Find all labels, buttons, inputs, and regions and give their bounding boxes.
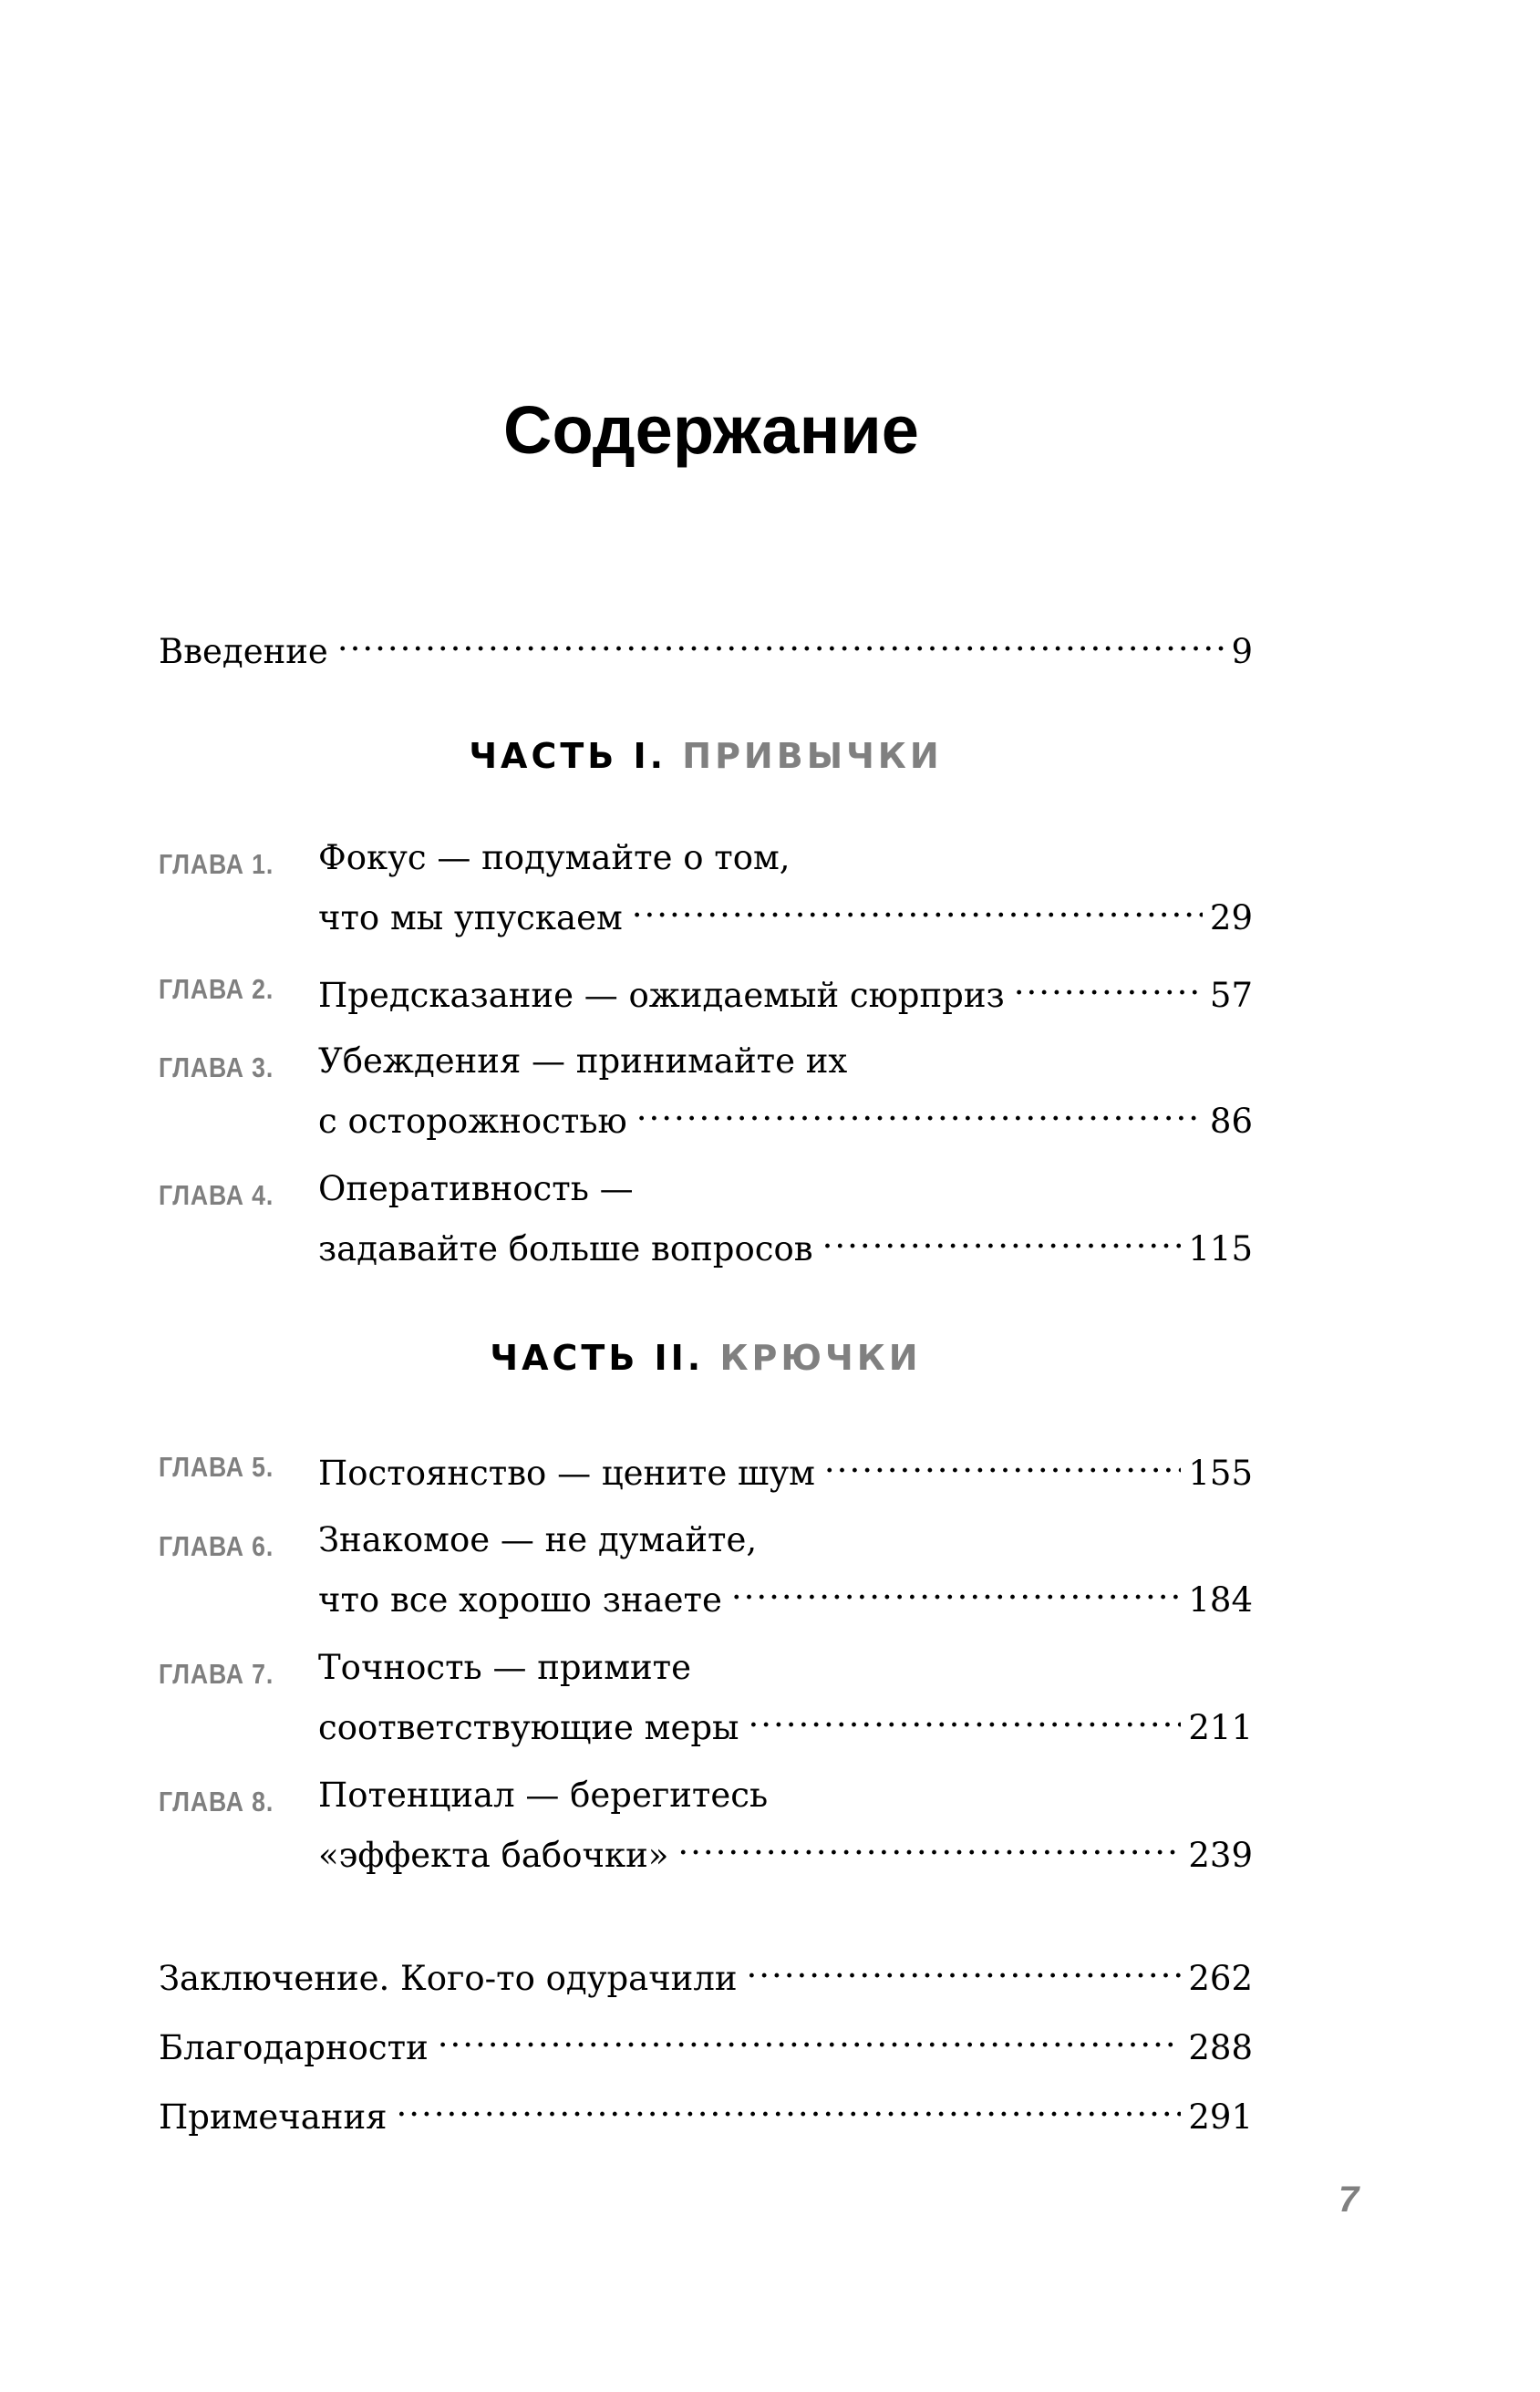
dot-leader (1014, 959, 1203, 1007)
part-heading (159, 1338, 1253, 1378)
chapter-title-row (318, 959, 1253, 1015)
chapter-label: ГЛАВА 4. (159, 1179, 274, 1211)
chapter-title-line2: что мы упускаем (318, 898, 623, 937)
toc-entry-conclusion[interactable] (159, 1942, 1253, 1998)
chapter-title-line2-row (318, 882, 1253, 937)
chapter-title-line2: что все хорошо знаете (318, 1580, 722, 1620)
toc-entry-page: 239 (1188, 1836, 1253, 1875)
toc-entry-acknowledgements[interactable] (159, 2012, 1253, 2067)
page-number: 7 (1338, 2180, 1359, 2220)
chapter-label: ГЛАВА 3. (159, 1051, 274, 1083)
chapter-label: ГЛАВА 5. (159, 1451, 274, 1483)
toc-entry-label: Примечания (159, 2097, 388, 2137)
chapter-label: ГЛАВА 8. (159, 1786, 274, 1817)
chapter-title-line1: Потенциал — берегитесь (318, 1776, 769, 1815)
dot-leader (677, 1819, 1181, 1867)
chapter-title-line1: Оперативность — (318, 1169, 634, 1208)
dot-leader (438, 2012, 1182, 2059)
chapter-title-line1: Знакомое — не думайте, (318, 1520, 758, 1559)
toc-entry-page: 115 (1188, 1229, 1253, 1268)
page-title: Содержание (503, 391, 919, 468)
part-heading (159, 736, 1253, 776)
chapter-title-line2-row (318, 1085, 1253, 1141)
dot-leader (731, 1564, 1181, 1611)
dot-leader (822, 1213, 1182, 1260)
toc-entry-page: 184 (1188, 1580, 1253, 1620)
toc-entry-label: Введение (159, 632, 328, 671)
toc-entry-page: 211 (1188, 1708, 1253, 1747)
part-name: ПРИВЫЧКИ (682, 736, 943, 776)
toc-entry-page: 29 (1209, 898, 1253, 937)
chapter-title-line2-row (318, 1564, 1253, 1620)
part-name: КРЮЧКИ (719, 1338, 922, 1378)
toc-entry-page: 291 (1188, 2097, 1253, 2137)
chapter-title-line2: задавайте больше вопросов (318, 1229, 813, 1268)
chapter-label: ГЛАВА 7. (159, 1658, 274, 1690)
toc-entry-page: 9 (1231, 632, 1253, 671)
chapter-title-line2: соответствующие меры (318, 1708, 739, 1747)
toc-entry-page: 86 (1209, 1102, 1253, 1141)
chapter-title-row (318, 1437, 1253, 1493)
toc-entry-page: 155 (1188, 1454, 1253, 1493)
part-number: ЧАСТЬ II. (490, 1338, 705, 1378)
dot-leader (337, 616, 1225, 663)
dot-leader (747, 1942, 1182, 1990)
toc-entry-page: 57 (1209, 976, 1253, 1015)
dot-leader (396, 2081, 1181, 2128)
toc-entry-label: Благодарности (159, 2028, 429, 2067)
chapter-title-line2-row (318, 1213, 1253, 1268)
dot-leader (748, 1692, 1181, 1739)
toc-entry-page: 262 (1188, 1959, 1253, 1998)
toc-entry-intro[interactable] (159, 616, 1253, 671)
chapter-title-line2-row (318, 1692, 1253, 1747)
chapter-title-line2: с осторожностью (318, 1102, 627, 1141)
chapter-label: ГЛАВА 2. (159, 973, 274, 1005)
dot-leader (824, 1437, 1181, 1485)
chapter-title-line2-row (318, 1819, 1253, 1875)
part-number: ЧАСТЬ I. (469, 736, 667, 776)
dot-leader (636, 1085, 1203, 1133)
chapter-title-line1: Убеждения — принимайте их (318, 1041, 848, 1081)
chapter-label: ГЛАВА 6. (159, 1530, 274, 1562)
chapter-title-line2: «эффекта бабочки» (318, 1836, 669, 1875)
chapter-title-line1: Точность — примите (318, 1648, 692, 1687)
chapter-title-line1: Фокус — подумайте о том, (318, 838, 791, 877)
toc-entry-notes[interactable] (159, 2081, 1253, 2137)
toc-entry-page: 288 (1188, 2028, 1253, 2067)
chapter-title: Постоянство — цените шум (318, 1454, 815, 1493)
dot-leader (632, 882, 1203, 929)
chapter-label: ГЛАВА 1. (159, 848, 274, 880)
chapter-title: Предсказание — ожидаемый сюрприз (318, 976, 1005, 1015)
toc-entry-label: Заключение. Кого-то одурачили (159, 1959, 738, 1998)
